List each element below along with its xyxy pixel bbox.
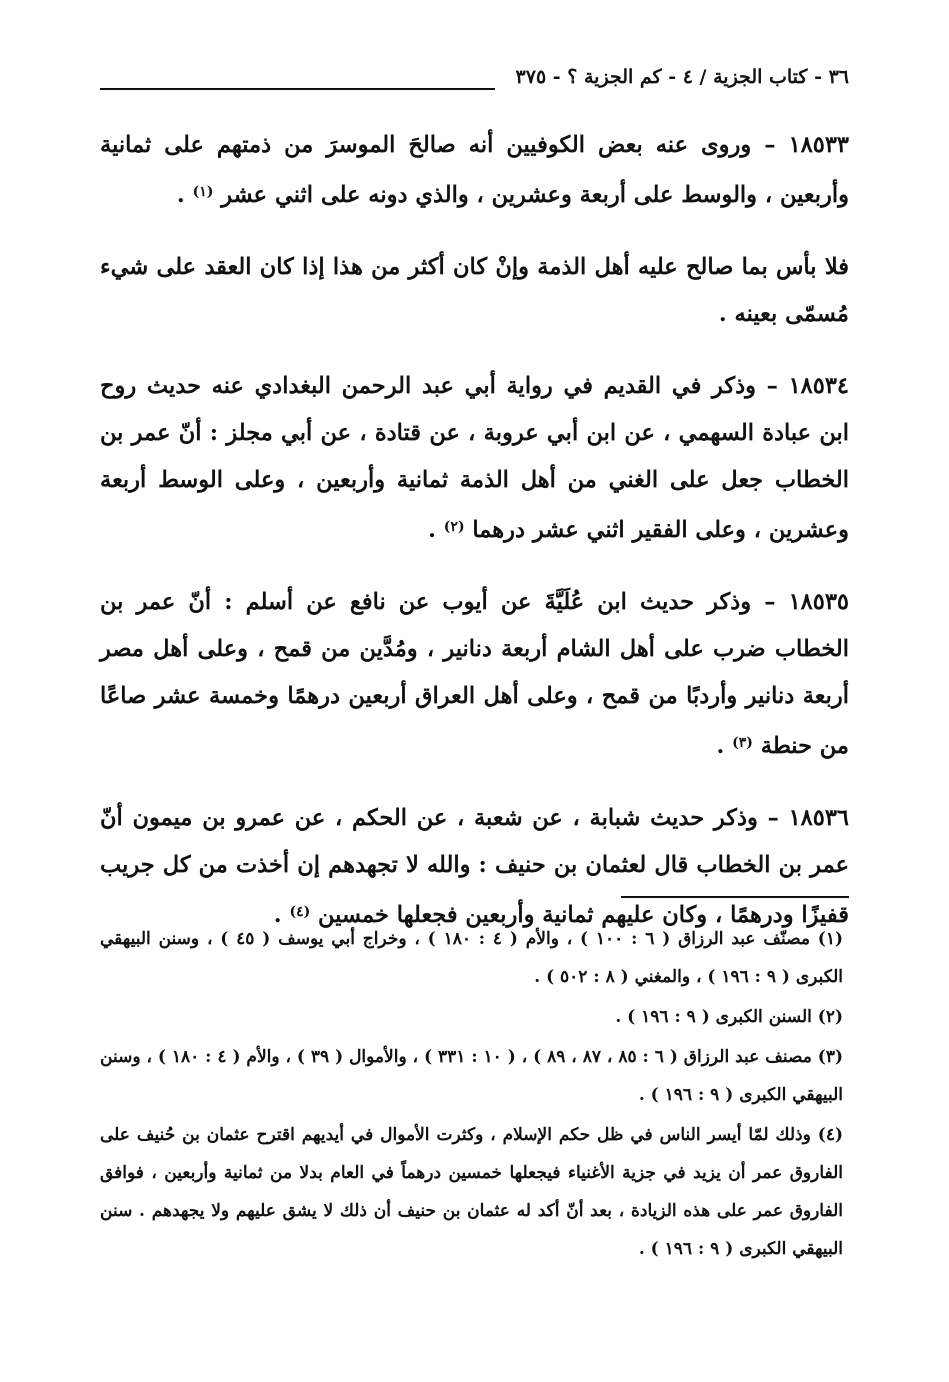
footnote-2: (٢) السنن الكبرى ( ٩ : ١٩٦ ) . [615, 1007, 843, 1027]
paragraph-text: – وذكر حديث ابن عُلَيَّةَ عن أيوب عن نافع عن أسلم : أنّ عمر بن الخطاب ضرب على أهل الشام أربعة دنانير ، ومُدَّين من قمح ، وعلى أهل مصر أربعة دنانير وأردبًا من قمح ، وعلى أهل العراق أربعين درهمًا وخمسة عشر صاعًا من حنطة [100, 589, 849, 759]
footnote-3: (٣) مصنف عبد الرزاق ( ٦ : ٨٥ ، ٨٧ ، ٨٩ ) ، ( ١٠ : ٣٣١ ) ، والأموال ( ٣٩ ) ، والأم ( ٤ : ١٨٠ ) ، وسنن البيهقي الكبرى ( ٩ : ١٩٦ ) . [100, 1047, 843, 1105]
paragraph-tail: . [273, 902, 290, 928]
footnote-ref: (٢) [443, 519, 465, 535]
footnote-1: (١) مصنّف عبد الرزاق ( ٦ : ١٠٠ ) ، والأم ( ٤ : ١٨٠ ) ، وخراج أبي يوسف ( ٤٥ ) ، وسنن البيهقي الكبرى ( ٩ : ١٩٦ ) ، والمغني ( ٨ : ٥٠٢ ) . [100, 929, 843, 987]
paragraph-number: ١٨٥٣٦ [788, 805, 849, 831]
paragraph-18534 [100, 363, 849, 554]
footnote-separator [621, 896, 849, 898]
paragraph-tail: . [428, 517, 444, 543]
paragraph-text: – وروى عنه بعض الكوفيين أنه صالحَ الموسرَ من ذمتهم على ثمانية وأربعين ، والوسط على أربعة وعشرين ، والذي دونه على اثني عشر [100, 132, 849, 208]
main-text [100, 122, 849, 964]
footnote-4: (٤) وذلك لمّا أيسر الناس في ظل حكم الإسلام ، وكثرت الأموال في أيديهم اقترح عثمان بن حُنيف على الفاروق عمر أن يزيد في جزية الأغنياء فيجعلها خمسين درهماً في العام بدلا من ثمانية وأربعين ، فوافق الفاروق عمر على هذه الزيادة ، بعد أنّ أكد له عثمان بن حنيف أن ذلك لا يشق عليهم ولا يجهدهم . سنن البيهقي الكبرى ( ٩ : ١٩٦ ) . [100, 1125, 843, 1259]
footnote-ref: (١) [192, 184, 214, 200]
paragraph-commentary [100, 244, 849, 338]
paragraph-tail: . [716, 733, 733, 759]
paragraph-18535 [100, 579, 849, 770]
paragraph-18536 [100, 795, 849, 939]
paragraph-number: ١٨٥٣٥ [788, 589, 849, 615]
footnote-ref: (٤) [289, 904, 311, 920]
header-rule [100, 88, 495, 90]
paragraph-text: – وذكر حديث شبابة ، عن شعبة ، عن الحكم ، عن عمرو بن ميمون أنّ عمر بن الخطاب قال لعثمان بن حنيف : والله لا تجهدهم إن أخذت من كل جريب قفيزًا ودرهمًا ، وكان عليهم ثمانية وأربعين فجعلها خمسين [100, 805, 849, 928]
paragraph-tail: . [176, 182, 193, 208]
running-head-text: ٣٦ - كتاب الجزية / ٤ - كم الجزية ؟ - ٣٧٥ [515, 66, 849, 88]
paragraph-text: – وذكر في القديم في رواية أبي عبد الرحمن البغدادي عنه حديث روح ابن عبادة السهمي ، عن ابن أبي عروبة ، عن قتادة ، عن أبي مجلز : أنّ عمر بن الخطاب جعل على الغني من أهل الذمة ثمانية وأربعين ، وعلى الوسط أربعة وعشرين ، وعلى الفقير اثني عشر درهما [100, 373, 849, 543]
paragraph-number: ١٨٥٣٣ [788, 132, 849, 158]
footnote-ref: (٣) [732, 735, 753, 751]
running-head [100, 66, 849, 106]
paragraph-18533 [100, 122, 849, 219]
footnotes [100, 920, 843, 1270]
paragraph-number: ١٨٥٣٤ [788, 373, 849, 399]
paragraph-text: فلا بأس بما صالح عليه أهل الذمة وإنْ كان أكثر من هذا إذا كان العقد على شيء مُسمّى بعينه . [100, 254, 849, 327]
